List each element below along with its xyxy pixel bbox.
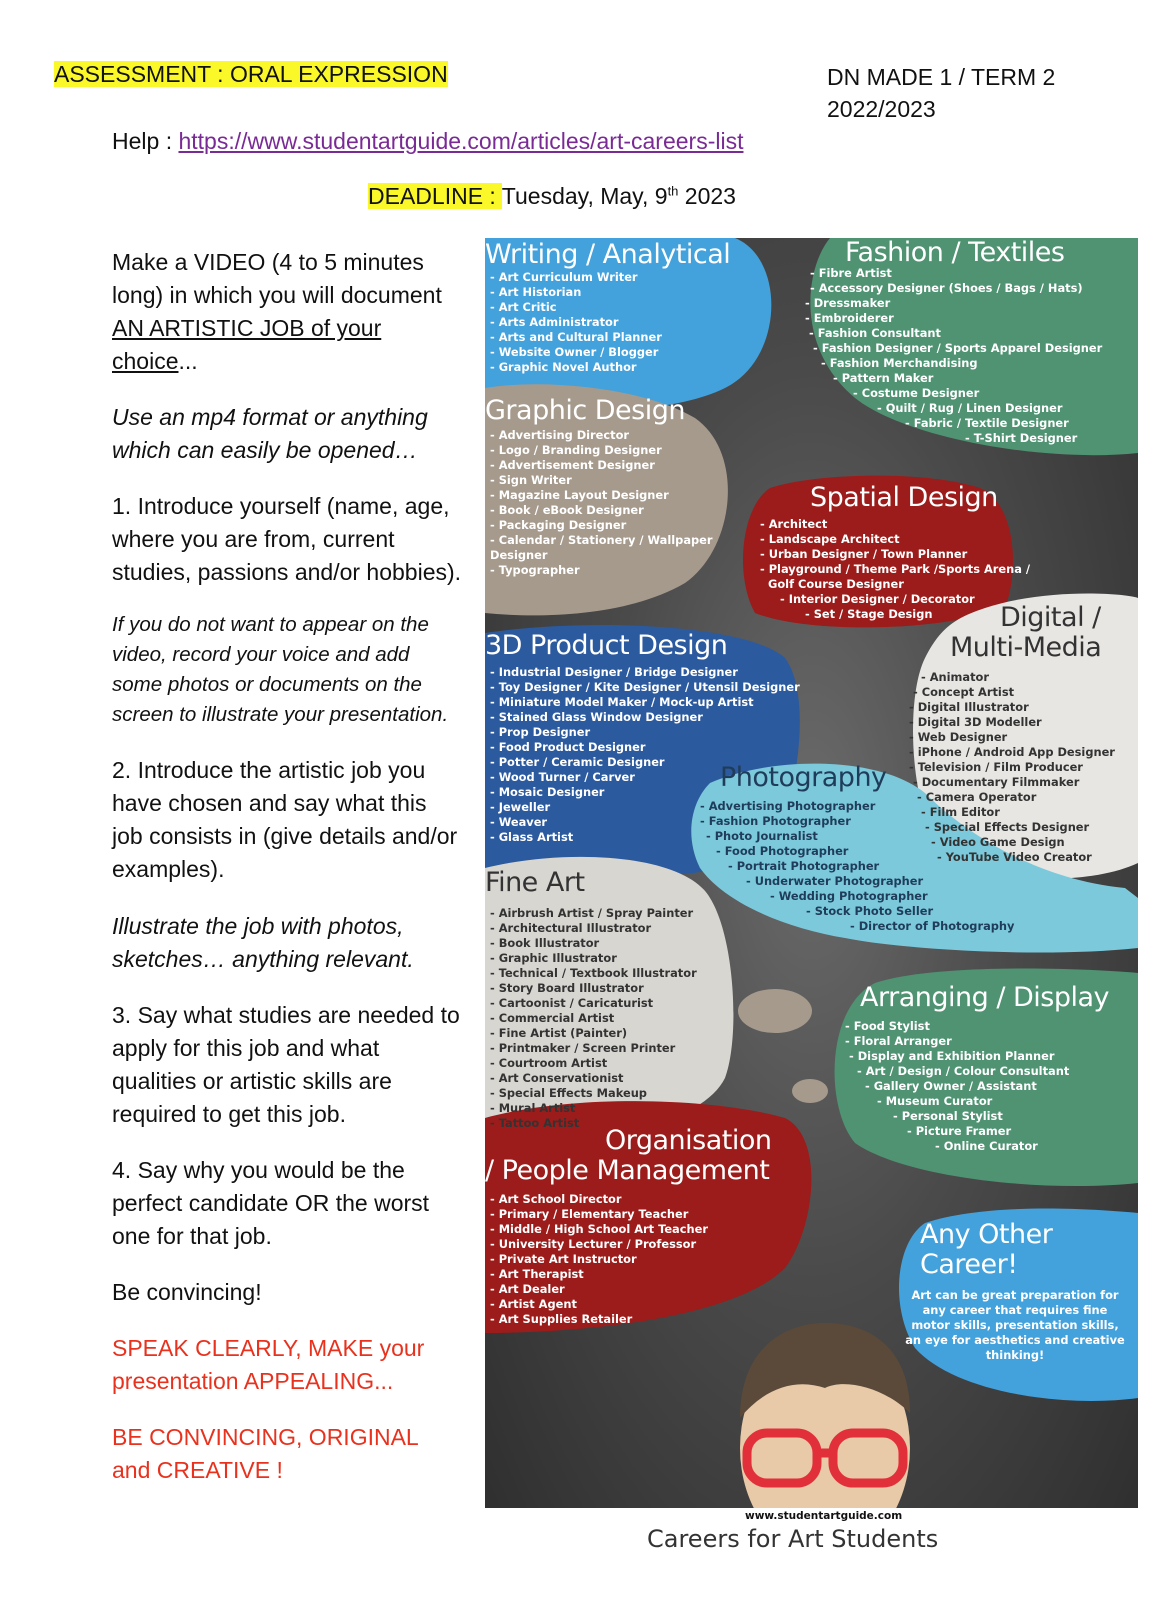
list-item: - Gallery Owner / Assistant bbox=[865, 1079, 1135, 1094]
list-item: - Book Illustrator bbox=[490, 936, 730, 951]
intro-paragraph: Make a VIDEO (4 to 5 minutes long) in which you will document AN ARTISTIC JOB of your choice... bbox=[112, 249, 442, 374]
list-item: - Food Stylist bbox=[845, 1019, 1135, 1034]
category-title: Graphic Design bbox=[485, 395, 685, 426]
list-item: - Typographer bbox=[490, 563, 720, 578]
category-title: Fine Art bbox=[485, 867, 585, 898]
list-item: - Film Editor bbox=[921, 805, 1138, 820]
format-note: Use an mp4 format or anything which can easily be opened… bbox=[112, 404, 428, 463]
list-item: - Wood Turner / Carver bbox=[490, 770, 800, 785]
list-item: - Fabric / Textile Designer bbox=[905, 416, 1115, 431]
list-item: - Industrial Designer / Bridge Designer bbox=[490, 665, 800, 680]
list-item: - Courtroom Artist bbox=[490, 1056, 730, 1071]
list-item: - Concept Artist bbox=[913, 685, 1138, 700]
step-1-note: If you do not want to appear on the video, record your voice and add some photos or documents on the screen to illustrate your presentation. bbox=[112, 613, 449, 726]
list-item: - Art Curriculum Writer bbox=[490, 270, 760, 285]
list-item: - Video Game Design bbox=[931, 835, 1138, 850]
job-list bbox=[490, 270, 760, 375]
list-item: - Cartoonist / Caricaturist bbox=[490, 996, 730, 1011]
list-item: - Personal Stylist bbox=[893, 1109, 1135, 1124]
list-item: - Stained Glass Window Designer bbox=[490, 710, 800, 725]
list-item: - Packaging Designer bbox=[490, 518, 720, 533]
speak-clearly: SPEAK CLEARLY, MAKE your presentation APPEALING... bbox=[112, 1335, 425, 1394]
list-item: - Jeweller bbox=[490, 800, 800, 815]
list-item: - Art Conservationist bbox=[490, 1071, 730, 1086]
list-item: - Graphic Novel Author bbox=[490, 360, 760, 375]
help-link[interactable]: https://www.studentartguide.com/articles/art-careers-list bbox=[178, 128, 744, 154]
list-item: - Airbrush Artist / Spray Painter bbox=[490, 906, 730, 921]
list-item: - Art / Design / Colour Consultant bbox=[857, 1064, 1135, 1079]
list-item: - Accessory Designer (Shoes / Bags / Hats) bbox=[810, 281, 1115, 296]
list-item: - Potter / Ceramic Designer bbox=[490, 755, 800, 770]
list-item: - Camera Operator bbox=[917, 790, 1138, 805]
poster-footer-title: Careers for Art Students bbox=[647, 1525, 939, 1553]
list-item: - YouTube Video Creator bbox=[937, 850, 1138, 865]
list-item: - Primary / Elementary Teacher bbox=[490, 1207, 770, 1222]
list-item: - Documentary Filmmaker bbox=[913, 775, 1138, 790]
list-item: - Website Owner / Blogger bbox=[490, 345, 760, 360]
step-2-note: Illustrate the job with photos, sketches… anything relevant. bbox=[112, 913, 414, 972]
step-4: 4. Say why you would be the perfect candidate OR the worst one for that job. bbox=[112, 1157, 430, 1249]
list-item: - Fashion Photographer bbox=[700, 814, 1030, 829]
list-item: - Portrait Photographer bbox=[728, 859, 1030, 874]
list-item: - Printmaker / Screen Printer bbox=[490, 1041, 730, 1056]
list-item: - Landscape Architect bbox=[760, 532, 1060, 547]
be-convincing: Be convincing! bbox=[112, 1279, 262, 1305]
list-item: - Television / Film Producer bbox=[909, 760, 1138, 775]
list-item: - Fibre Artist bbox=[810, 266, 1115, 281]
list-item: - Prop Designer bbox=[490, 725, 800, 740]
step-3: 3. Say what studies are needed to apply for this job and what qualities or artistic skills are required to get this job. bbox=[112, 1002, 460, 1127]
list-item: - Wedding Photographer bbox=[770, 889, 1030, 904]
category-title: Writing / Analytical bbox=[485, 239, 731, 270]
step-2: 2. Introduce the artistic job you have chosen and say what this job consists in (give details and/or examples). bbox=[112, 757, 458, 882]
job-list bbox=[845, 1019, 1135, 1154]
instructions bbox=[112, 246, 462, 1487]
list-item: - Advertising Photographer bbox=[700, 799, 1030, 814]
list-item: - Private Art Instructor bbox=[490, 1252, 770, 1267]
list-item: - Pattern Maker bbox=[833, 371, 1115, 386]
list-item: - Embroiderer bbox=[805, 311, 1115, 326]
list-item: - Art Critic bbox=[490, 300, 760, 315]
list-item: - Advertising Director bbox=[490, 428, 720, 443]
list-item: - Stock Photo Seller bbox=[806, 904, 1030, 919]
category-title: / People Management bbox=[485, 1155, 770, 1186]
website-text: www.studentartguide.com bbox=[745, 1510, 903, 1522]
list-item: - Underwater Photographer bbox=[746, 874, 1030, 889]
list-item: - Photo Journalist bbox=[706, 829, 1030, 844]
be-original: BE CONVINCING, ORIGINAL and CREATIVE ! bbox=[112, 1424, 418, 1483]
list-item: - Middle / High School Art Teacher bbox=[490, 1222, 770, 1237]
category-title: Arranging / Display bbox=[860, 982, 1110, 1013]
list-item: - Architectural Illustrator bbox=[490, 921, 730, 936]
list-item: - Miniature Model Maker / Mock-up Artist bbox=[490, 695, 800, 710]
list-item: - Animator bbox=[921, 670, 1138, 685]
list-item: - Story Board Illustrator bbox=[490, 981, 730, 996]
list-item: - Architect bbox=[760, 517, 1060, 532]
list-item: - Artist Agent bbox=[490, 1297, 770, 1312]
list-item: - Book / eBook Designer bbox=[490, 503, 720, 518]
list-item: - Museum Curator bbox=[877, 1094, 1135, 1109]
thought-bubble-1 bbox=[738, 989, 812, 1033]
list-item: - Calendar / Stationery / Wallpaper Designer bbox=[490, 533, 720, 563]
category-title: Fashion / Textiles bbox=[845, 238, 1065, 268]
list-item: - Art School Director bbox=[490, 1192, 770, 1207]
list-item: - Glass Artist bbox=[490, 830, 800, 845]
list-item: - Fashion Designer / Sports Apparel Designer bbox=[813, 341, 1115, 356]
job-list bbox=[490, 906, 730, 1131]
careers-poster bbox=[485, 238, 1138, 1546]
any-other-text: Art can be great preparation for any career that requires fine motor skills, presentation skills, an eye for aesthetics and creative thinking! bbox=[905, 1288, 1125, 1362]
list-item: - Art Therapist bbox=[490, 1267, 770, 1282]
thought-bubble-2 bbox=[792, 1079, 828, 1103]
list-item: - Floral Arranger bbox=[845, 1034, 1135, 1049]
list-item: - Technical / Textbook Illustrator bbox=[490, 966, 730, 981]
list-item: - Art Supplies Retailer bbox=[490, 1312, 770, 1327]
list-item: - Art Historian bbox=[490, 285, 760, 300]
list-item: - Quilt / Rug / Linen Designer bbox=[877, 401, 1115, 416]
list-item: - Urban Designer / Town Planner bbox=[760, 547, 1060, 562]
list-item: - Costume Designer bbox=[853, 386, 1115, 401]
list-item: - Picture Framer bbox=[907, 1124, 1135, 1139]
list-item: - Advertisement Designer bbox=[490, 458, 720, 473]
list-item: - Mosaic Designer bbox=[490, 785, 800, 800]
list-item: - Fashion Merchandising bbox=[821, 356, 1115, 371]
category-title: Career! bbox=[920, 1249, 1018, 1280]
list-item: - Fashion Consultant bbox=[809, 326, 1115, 341]
list-item: - Online Curator bbox=[935, 1139, 1135, 1154]
list-item: - Commercial Artist bbox=[490, 1011, 730, 1026]
list-item: - Digital Illustrator bbox=[909, 700, 1138, 715]
help-line: Help : https://www.studentartguide.com/articles/art-careers-list bbox=[112, 128, 744, 154]
job-list bbox=[815, 266, 1115, 446]
list-item: - Toy Designer / Kite Designer / Utensil Designer bbox=[490, 680, 800, 695]
job-list bbox=[700, 799, 1030, 934]
list-item: - Web Designer bbox=[909, 730, 1138, 745]
list-item: - Graphic Illustrator bbox=[490, 951, 730, 966]
job-list bbox=[490, 1192, 770, 1327]
list-item: - Mural Artist bbox=[490, 1101, 730, 1116]
deadline: DEADLINE : Tuesday, May, 9th 2023 bbox=[368, 183, 736, 209]
list-item: - Dressmaker bbox=[805, 296, 1115, 311]
assessment-title: ASSESSMENT : ORAL EXPRESSION bbox=[54, 61, 448, 87]
list-item: - Special Effects Designer bbox=[925, 820, 1138, 835]
category-title: Multi-Media bbox=[950, 632, 1102, 663]
list-item: - Interior Designer / Decorator bbox=[780, 592, 1060, 607]
category-title: Any Other bbox=[920, 1219, 1053, 1250]
list-item: - Art Dealer bbox=[490, 1282, 770, 1297]
list-item: - Arts Administrator bbox=[490, 315, 760, 330]
category-title: Organisation bbox=[605, 1125, 772, 1156]
category-title: Spatial Design bbox=[810, 482, 998, 513]
list-item: - Playground / Theme Park /Sports Arena / Golf Course Designer bbox=[760, 562, 1060, 592]
list-item: - T-Shirt Designer bbox=[965, 431, 1115, 446]
list-item: - Director of Photography bbox=[850, 919, 1030, 934]
list-item: - Tattoo Artist bbox=[490, 1116, 730, 1131]
list-item: - Food Product Designer bbox=[490, 740, 800, 755]
list-item: - Special Effects Makeup bbox=[490, 1086, 730, 1101]
category-title: Photography bbox=[720, 762, 887, 793]
list-item: - Food Photographer bbox=[716, 844, 1030, 859]
list-item: - Set / Stage Design bbox=[805, 607, 1060, 622]
list-item: - Magazine Layout Designer bbox=[490, 488, 720, 503]
list-item: - iPhone / Android App Designer bbox=[909, 745, 1138, 760]
list-item: - Sign Writer bbox=[490, 473, 720, 488]
list-item: - Digital 3D Modeller bbox=[909, 715, 1138, 730]
list-item: - Arts and Cultural Planner bbox=[490, 330, 760, 345]
job-list bbox=[490, 428, 720, 578]
step-1: 1. Introduce yourself (name, age, where you are from, current studies, passions and/or hobbies). bbox=[112, 493, 462, 585]
list-item: - University Lecturer / Professor bbox=[490, 1237, 770, 1252]
list-item: - Display and Exhibition Planner bbox=[849, 1049, 1135, 1064]
list-item: - Logo / Branding Designer bbox=[490, 443, 720, 458]
category-title: Digital / bbox=[1000, 602, 1101, 633]
category-title: 3D Product Design bbox=[485, 630, 728, 661]
list-item: - Fine Artist (Painter) bbox=[490, 1026, 730, 1041]
list-item: - Weaver bbox=[490, 815, 800, 830]
class-term: DN MADE 1 / TERM 2 2022/2023 bbox=[827, 64, 1056, 122]
